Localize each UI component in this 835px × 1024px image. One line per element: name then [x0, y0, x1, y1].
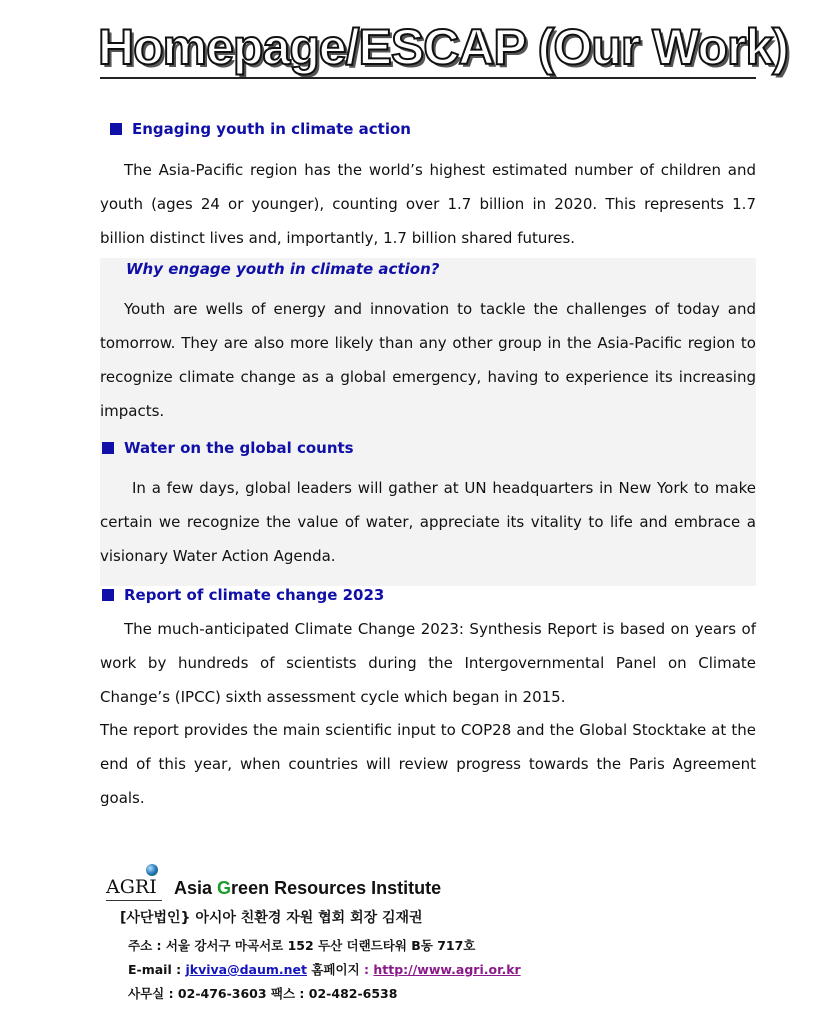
section-heading-youth — [110, 119, 411, 139]
address-line: 주소 : 서울 강서구 마곡서로 152 두산 더랜드타워 B동 717호 — [128, 938, 476, 953]
section-heading-label: Water on the global counts — [124, 439, 354, 457]
page-title: Homepage/ESCAP (Our Work) — [98, 19, 788, 75]
paragraph-youth: The Asia-Pacific region has the world’s highest estimated number of children and youth (ages 24 or younger), counting over 1.7 billion in 2020. This represents 1.7 billion distinct lives and, importantly, 1.7 billion shared futures. — [100, 161, 756, 247]
paragraph-why-youth: Youth are wells of energy and innovation to tackle the challenges of today and tomorrow. They are also more likely than any other group in the Asia-Pacific region to recognize climate change as a global emergency, having to experience its increasing impacts. — [100, 300, 756, 420]
org-name — [174, 878, 441, 899]
org-name-part: Asia — [174, 878, 218, 898]
section-heading-label: Engaging youth in climate action — [132, 120, 411, 138]
section-heading-label: Report of climate change 2023 — [124, 586, 385, 604]
homepage-link[interactable]: http://www.agri.or.kr — [373, 962, 521, 977]
agri-logo: AGRI — [106, 876, 157, 898]
org-name-green-letter: G — [217, 878, 232, 898]
email-label: E-mail : — [128, 962, 186, 977]
paragraph-report: The much-anticipated Climate Change 2023: Synthesis Report is based on years of work by hundreds of scientists during the Intergovernmental Panel on Climate Change’s (IPCC) sixth assessment cycle which began in 2015. — [100, 620, 756, 706]
phone-line: 사무실 : 02-476-3603 팩스 : 02-482-6538 — [128, 986, 398, 1001]
subheading-why-youth: Why engage youth in climate action? — [126, 260, 440, 278]
section-heading-report — [102, 585, 384, 605]
email-link[interactable]: jkviva@daum.net — [185, 962, 307, 977]
globe-icon — [146, 864, 158, 876]
contact-line — [128, 960, 521, 978]
square-bullet-icon — [102, 442, 114, 454]
square-bullet-icon — [102, 589, 114, 601]
logo-underline — [106, 900, 162, 901]
section-heading-water — [102, 438, 354, 458]
homepage-label: 홈페이지 — [307, 962, 365, 977]
korean-org-line: [사단법인} 아시아 친환경 자원 협회 회장 김재권 — [120, 910, 423, 926]
homepage-colon: : — [364, 962, 374, 977]
org-name-part: reen Resources Institute — [231, 878, 442, 898]
title-divider — [100, 77, 756, 79]
paragraph-water: In a few days, global leaders will gather at UN headquarters in New York to make certain we recognize the value of water, appreciate its vitality to life and embrace a visionary Water Action Agenda. — [100, 479, 756, 565]
paragraph-report-2: The report provides the main scientific input to COP28 and the Global Stocktake at the end of this year, when countries will review progress towards the Paris Agreement goals. — [100, 721, 756, 807]
square-bullet-icon — [110, 123, 122, 135]
